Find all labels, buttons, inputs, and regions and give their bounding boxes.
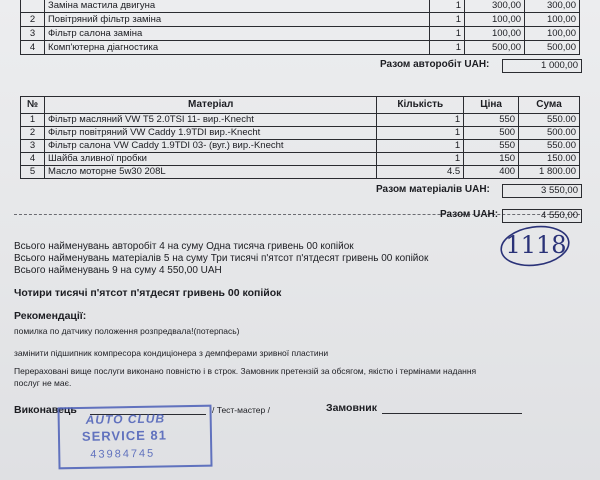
- item-sum: 150.00: [519, 153, 580, 166]
- item-qty: 1: [377, 153, 464, 166]
- header-material: Матеріал: [44, 97, 376, 114]
- materials-table-row: [21, 153, 580, 166]
- item-qty: 1: [377, 114, 464, 127]
- item-qty: 1: [430, 41, 465, 55]
- row-number: 4: [21, 153, 45, 166]
- item-sum: 550.00: [519, 140, 580, 153]
- recommendation-item-2: замінити підшипник компресора кондиціонера з демпферами зривної пластини: [14, 348, 329, 358]
- item-name: Повітряний фільтр заміна: [44, 13, 429, 27]
- item-name: Масло моторне 5w30 208L: [44, 166, 376, 179]
- row-number: 1: [21, 114, 45, 127]
- item-price: 550: [464, 114, 519, 127]
- item-qty: 1: [430, 13, 465, 27]
- row-number: 5: [21, 166, 45, 179]
- item-sum: 100,00: [525, 13, 580, 27]
- item-qty: 1: [430, 0, 465, 13]
- item-price: 500,00: [465, 41, 525, 55]
- item-qty: 1: [430, 27, 465, 41]
- materials-total-label: Разом матеріалів UAH:: [376, 184, 490, 195]
- materials-header-row: [21, 97, 580, 114]
- materials-table-row: [21, 166, 580, 179]
- item-price: 100,00: [465, 27, 525, 41]
- materials-table: [20, 96, 580, 179]
- row-number: [21, 0, 45, 13]
- item-sum: 550.00: [519, 114, 580, 127]
- item-name: Шайба зливної пробки: [44, 153, 376, 166]
- materials-table-row: [21, 114, 580, 127]
- grand-total-value: 4 550,00: [502, 209, 582, 223]
- header-sum: Сума: [519, 97, 580, 114]
- row-number: 2: [21, 13, 45, 27]
- handwritten-number: 1118: [505, 231, 567, 259]
- works-table: [20, 0, 580, 55]
- item-sum: 300,00: [525, 0, 580, 13]
- customer-label: Замовник: [326, 402, 377, 414]
- summary-total-line: Всього найменувань 9 на суму 4 550,00 UAH: [14, 265, 222, 276]
- item-qty: 1: [377, 127, 464, 140]
- customer-signature-line: [382, 413, 522, 414]
- row-number: 3: [21, 27, 45, 41]
- works-total-value: 1 000,00: [502, 59, 582, 73]
- works-total-label: Разом авторобіт UAH:: [380, 59, 490, 70]
- item-sum: 1 800.00: [519, 166, 580, 179]
- summary-works-line: Всього найменувань авторобіт 4 на суму Одна тисяча гривень 00 копійок: [14, 241, 354, 252]
- recommendation-item-1: помилка по датчику положення розпредвала!(потерпась): [14, 326, 240, 336]
- works-table-row: [21, 27, 580, 41]
- item-price: 500: [464, 127, 519, 140]
- item-price: 550: [464, 140, 519, 153]
- item-name: Фільтр салона заміна: [44, 27, 429, 41]
- item-name: Комп'ютерна діагностика: [44, 41, 429, 55]
- item-qty: 1: [377, 140, 464, 153]
- grand-total-label: Разом UAH:: [440, 209, 499, 220]
- disclaimer-line-2: послуг не має.: [14, 378, 72, 388]
- materials-table-row: [21, 127, 580, 140]
- header-qty: Кількість: [377, 97, 464, 114]
- item-qty: 4.5: [377, 166, 464, 179]
- item-price: 300,00: [465, 0, 525, 13]
- materials-table-row: [21, 140, 580, 153]
- item-name: Фільтр масляний VW T5 2.0TSI 11- вир.-Knecht: [44, 114, 376, 127]
- item-sum: 500.00: [519, 127, 580, 140]
- works-table-row: [21, 13, 580, 27]
- item-sum: 500,00: [525, 41, 580, 55]
- header-price: Ціна: [464, 97, 519, 114]
- item-price: 400: [464, 166, 519, 179]
- header-no: №: [21, 97, 45, 114]
- item-name: Фільтр повітряний VW Caddy 1.9TDI вир.-Knecht: [44, 127, 376, 140]
- amount-in-words: Чотири тисячі п'ятсот п'ятдесят гривень 00 копійок: [14, 287, 282, 299]
- disclaimer-line-1: Перераховані вище послуги виконано повністю і в строк. Замовник претензій за обсягом, якістю і термінами надання: [14, 366, 477, 376]
- executor-label: Виконавець: [14, 404, 77, 416]
- item-price: 150: [464, 153, 519, 166]
- item-sum: 100,00: [525, 27, 580, 41]
- recommendations-title: Рекомендації:: [14, 310, 87, 322]
- stamp-code: 43984745: [90, 447, 156, 461]
- works-table-row: [21, 0, 580, 13]
- company-stamp: [57, 405, 212, 470]
- item-name: Фільтр салона VW Caddy 1.9TDI 03- (вуг.) вир.-Knecht: [44, 140, 376, 153]
- summary-materials-line: Всього найменувань матеріалів 5 на суму Три тисячі п'ятсот п'ятдесят гривень 00 копійок: [14, 253, 429, 264]
- item-price: 100,00: [465, 13, 525, 27]
- role-label: / Тест-мастер /: [212, 405, 270, 415]
- row-number: 2: [21, 127, 45, 140]
- works-table-row: [21, 41, 580, 55]
- materials-total-value: 3 550,00: [502, 184, 582, 198]
- row-number: 3: [21, 140, 45, 153]
- row-number: 4: [21, 41, 45, 55]
- stamp-line-2: SERVICE 81: [81, 427, 168, 444]
- stamp-line-1: AUTO CLUB: [85, 411, 166, 427]
- item-name: Заміна мастила двигуна: [44, 0, 429, 13]
